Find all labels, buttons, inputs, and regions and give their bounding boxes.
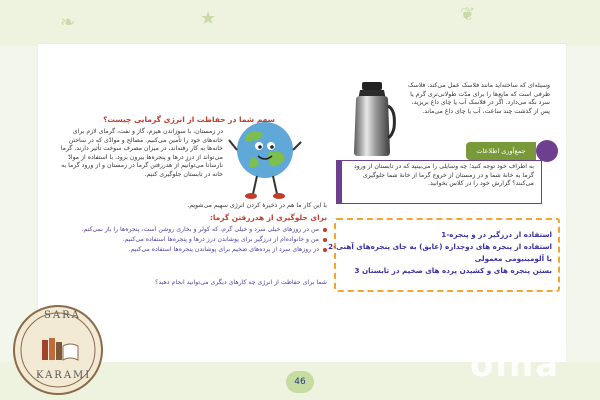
top-decorative-band [0,0,600,46]
section-heading: سهم شما در حفاظت از انرژی گرمایی چیست؟ [103,115,275,124]
cartoon-earth-image [225,112,305,202]
leaf-decoration: ❦ [460,4,476,25]
list-item: من در روزهای خیلی سرد و خیلی گرم، که کولر و بخاری روشن است، پنجره‌ها را باز نمی‌کنم. [55,225,327,234]
list-item: من و خانواده‌ام از درزگیر برای پوشاندن درز درها و پنجره‌ها استفاده می‌کنیم. [55,235,327,244]
info-text: به اطراف خود توجه کنید؛ چه وسایلی را می‌بینید که در تابستان از ورود گرما به خانهٔ شما و در زمستان از خروج گرما از خانهٔ شما جلوگیری می‌کنند؟ گزارش خود را در کلاس بخوانید. [354,163,534,188]
answer-line-1: استفاده از درزگیر در و پنجره-1 [441,230,552,239]
watermark-text: olna [470,345,561,385]
thermos-flask-image [348,80,396,158]
answer-line-2: استفاده از پنجره های دوجداره (عایق) به جای پنجره‌های آهنی-2 [328,242,552,251]
page-number: 46 [286,371,314,393]
logo-bottom-text: KARAMI [36,370,92,381]
closing-sentence: با این کار ما هم در ذخیرهٔ کردن انرژی سهیم می‌شویم. [187,202,327,209]
logo-top-text: SARA [44,310,81,321]
flask-paragraph: وسیله‌ای که ساخته‌اید مانند فلاسک عمل می‌کند. فلاسک ظرفی است که مایع‌ها را برای مدّت طولانی‌تری گرم یا سرد نگه می‌دارد. اگر در فلاسک آب یا چای داغ بریزید، پس از گذشت چند ساعت، آب یا چای داغ می‌ماند. [407,82,550,115]
info-box-bar [336,160,342,203]
energy-paragraph: در زمستان، با سوزاندن هیزم، گاز و نفت، گرمای لازم برای خانه‌های خود را تأمین می‌کنیم. مصالح و موادّی که در ساختن خانه‌ها به کار رفته‌اند، در میزان مصرف سوخت تأثیر دارند. گرما می‌تواند از درزِ درها و پنجره‌ها بیرون برود. با استفاده از موادّ نارسانا می‌توانیم از هدررفتن گرما در زمستان و از ورود گرما به خانه در تابستان جلوگیری کنیم. [60,128,223,178]
answer-line-3: یا آلومینیومی معمولی [474,254,552,263]
star-decoration: ★ [200,8,217,29]
leaf-decoration: ❧ [60,12,76,33]
answer-line-4: بستن پنجره های و کشیدن پرده های ضخیم در تابستان 3 [354,266,552,275]
info-section-label: جمع‌آوری اطلاعات [466,142,536,160]
handwritten-answer-box [328,218,560,292]
list-item: در روزهای سرد از پرده‌های ضخیم برای پوشاندن پنجره‌ها استفاده می‌کنیم. [55,245,327,254]
prevention-list [55,225,327,255]
prevention-heading: برای جلوگیری از هدررفتن گرما: [209,213,327,222]
question-text: شما برای حفاظت از انرژی چه کارهای دیگری می‌توانید انجام دهید؟ [155,279,327,286]
book-icon [536,140,558,162]
